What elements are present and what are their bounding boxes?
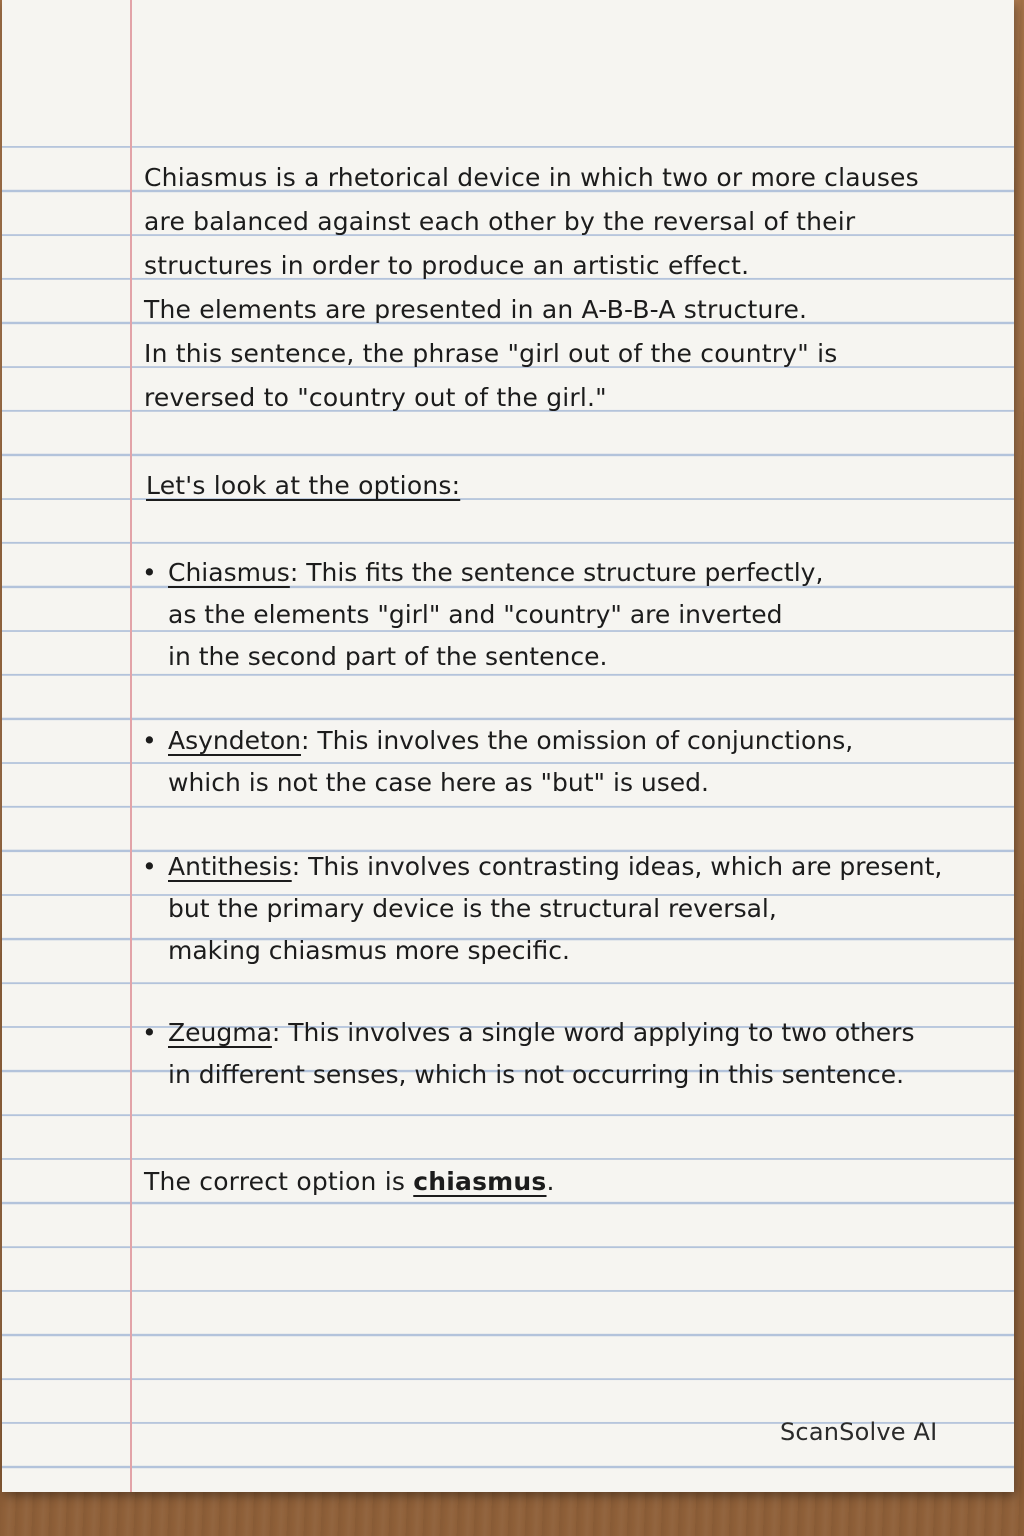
intro-paragraph bbox=[144, 156, 919, 420]
brand-watermark: ScanSolve AI bbox=[780, 1418, 938, 1446]
option-first-line bbox=[168, 1012, 914, 1054]
option-line: making chiasmus more specific. bbox=[168, 936, 570, 965]
options-heading: Let's look at the options: bbox=[146, 471, 461, 500]
option-text: : This involves contrasting ideas, which are present, bbox=[291, 852, 943, 881]
option-term: Chiasmus bbox=[168, 558, 290, 587]
option-first-line bbox=[168, 552, 823, 594]
option-text: : This involves the omission of conjunctions, bbox=[300, 726, 854, 755]
option-text: : This fits the sentence structure perfectly, bbox=[289, 558, 824, 587]
option-line: as the elements "girl" and "country" are inverted bbox=[168, 600, 783, 629]
answer-prefix: The correct option is bbox=[144, 1167, 414, 1196]
bullet-point: • bbox=[142, 1018, 157, 1047]
intro-line: The elements are presented in an A-B-B-A structure. bbox=[144, 295, 808, 324]
option-body bbox=[168, 720, 853, 804]
option-text: : This involves a single word applying to two others bbox=[271, 1018, 915, 1047]
intro-line: structures in order to produce an artistic effect. bbox=[144, 251, 750, 280]
intro-line: In this sentence, the phrase "girl out of the country" is bbox=[144, 339, 838, 368]
answer-line bbox=[144, 1160, 555, 1204]
intro-line: are balanced against each other by the reversal of their bbox=[144, 207, 856, 236]
intro-line: Chiasmus is a rhetorical device in which two or more clauses bbox=[144, 163, 919, 192]
option-term: Zeugma bbox=[168, 1018, 272, 1047]
option-line: in different senses, which is not occurring in this sentence. bbox=[168, 1060, 905, 1089]
bullet-point: • bbox=[142, 852, 157, 881]
option-line: which is not the case here as "but" is used. bbox=[168, 768, 709, 797]
bullet-point: • bbox=[142, 558, 157, 587]
option-body bbox=[168, 552, 823, 678]
margin-line bbox=[130, 0, 132, 1492]
option-term: Antithesis bbox=[168, 852, 292, 881]
option-term: Asyndeton bbox=[168, 726, 301, 755]
answer-value: chiasmus bbox=[413, 1167, 547, 1196]
answer-suffix: . bbox=[546, 1167, 555, 1196]
intro-line: reversed to "country out of the girl." bbox=[144, 383, 607, 412]
option-first-line bbox=[168, 846, 942, 888]
bullet-point: • bbox=[142, 726, 157, 755]
option-line: in the second part of the sentence. bbox=[168, 642, 608, 671]
notebook-page bbox=[2, 0, 1014, 1492]
option-body bbox=[168, 1012, 914, 1096]
option-body bbox=[168, 846, 942, 972]
option-first-line bbox=[168, 720, 853, 762]
option-line: but the primary device is the structural reversal, bbox=[168, 894, 777, 923]
